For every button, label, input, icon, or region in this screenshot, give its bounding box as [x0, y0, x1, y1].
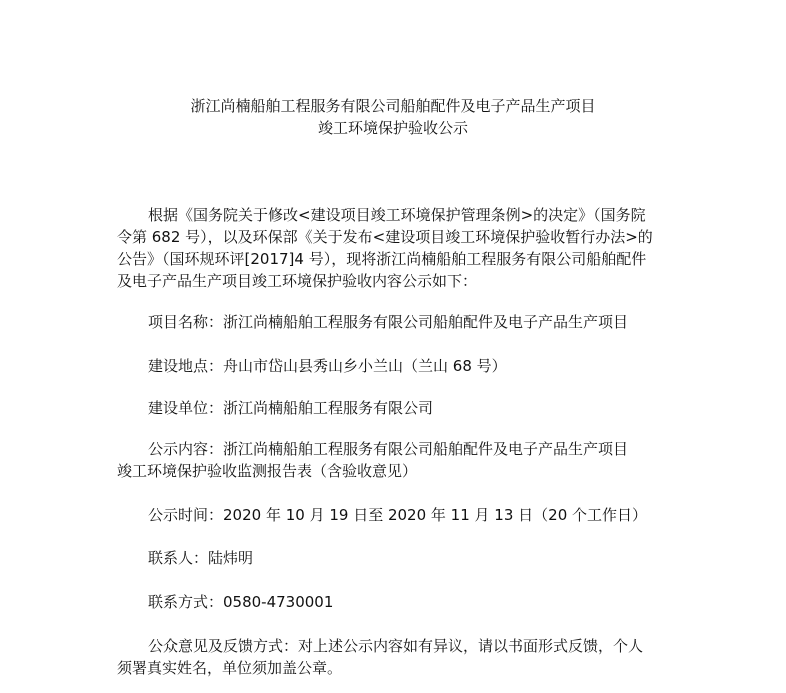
publicity-time: 公示时间：2020 年 10 月 19 日至 2020 年 11 月 13 日（20 个工作日）	[148, 506, 648, 524]
publicity-content-line2: 竣工环境保护验收监测报告表（含验收意见）	[117, 462, 418, 480]
contact-person: 联系人：陆炜明	[148, 549, 254, 567]
intro-line3: 公告》（国环规环评[2017]4 号），现将浙江尚楠船舶工程服务有限公司船舶配件	[117, 250, 647, 268]
construction-unit: 建设单位：浙江尚楠船舶工程服务有限公司	[148, 399, 434, 417]
contact-phone: 联系方式：0580-4730001	[148, 593, 334, 611]
intro-line4: 及电子产品生产项目竣工环境保护验收内容公示如下：	[117, 272, 478, 290]
intro-line1: 根据《国务院关于修改<建设项目竣工环境保护管理条例>的决定》（国务院	[148, 206, 646, 224]
feedback-line2: 须署真实姓名，单位须加盖公章。	[117, 659, 343, 677]
project-name: 项目名称：浙江尚楠船舶工程服务有限公司船舶配件及电子产品生产项目	[148, 313, 629, 331]
intro-line2: 令第 682 号），以及环保部《关于发布<建设项目竣工环境保护验收暂行办法>的	[117, 228, 653, 246]
construction-location: 建设地点：舟山市岱山县秀山乡小兰山（兰山 68 号）	[148, 357, 507, 375]
publicity-content-line1: 公示内容：浙江尚楠船舶工程服务有限公司船舶配件及电子产品生产项目	[148, 440, 629, 458]
document-title-line1: 浙江尚楠船舶工程服务有限公司船舶配件及电子产品生产项目	[190, 97, 596, 115]
feedback-line1: 公众意见及反馈方式：对上述公示内容如有异议，请以书面形式反馈，个人	[148, 637, 644, 655]
document-title-line2: 竣工环境保护验收公示	[317, 119, 468, 137]
